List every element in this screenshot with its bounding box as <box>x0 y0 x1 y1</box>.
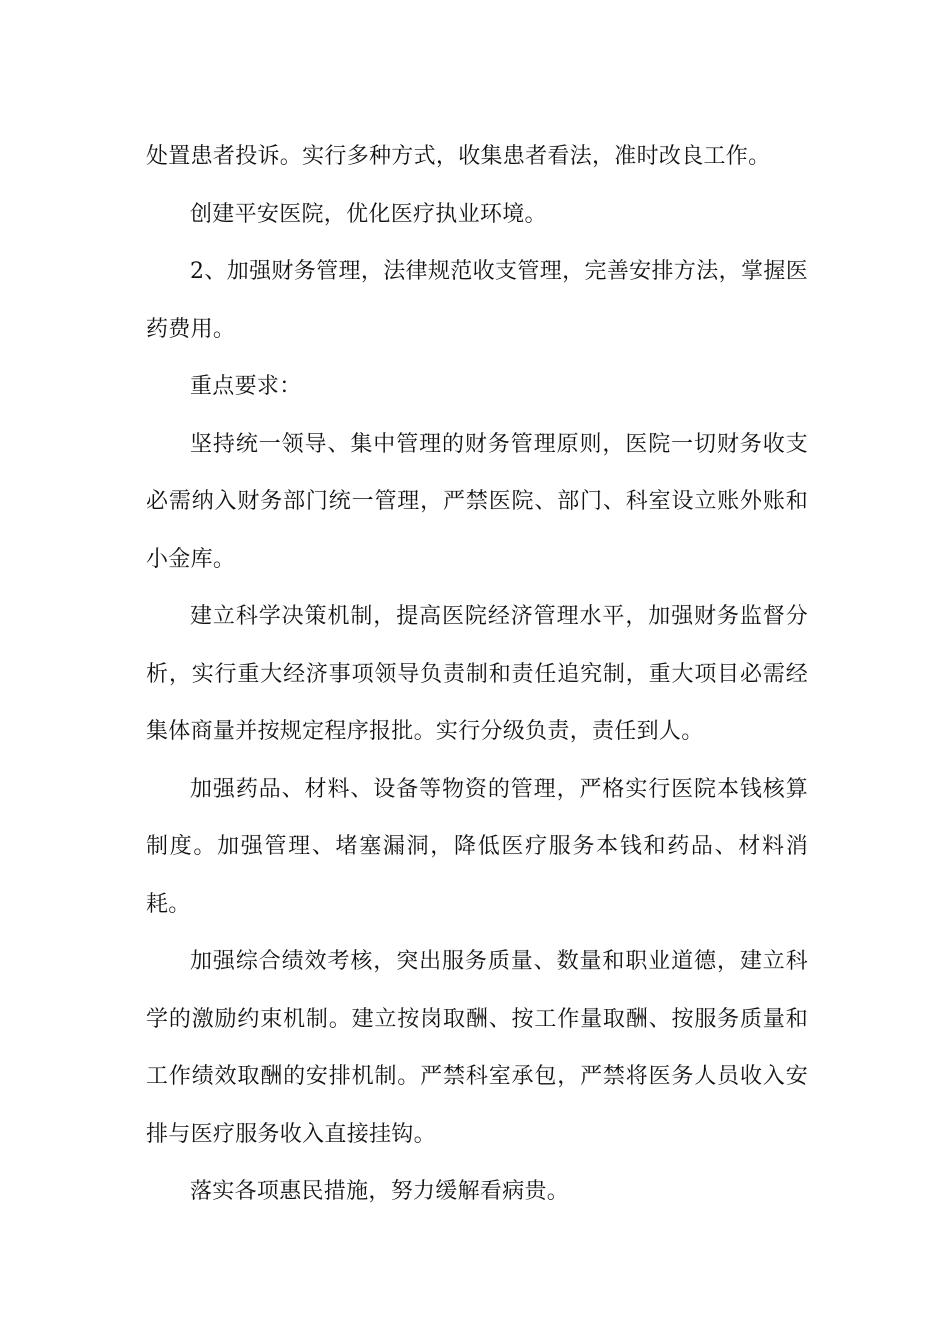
paragraph-unified-management: 坚持统一领导、集中管理的财务管理原则，医院一切财务收支必需纳入财务部门统一管理，严禁医院、部门、科室设立账外账和小金库。 <box>146 431 808 572</box>
paragraph-decision-mechanism: 建立科学决策机制，提高医院经济管理水平，加强财务监督分析，实行重大经济事项领导负责制和责任追究制，重大项目必需经集体商量并按规定程序报批。实行分级负责，责任到人。 <box>146 604 808 744</box>
paragraph-finance-heading: 2、加强财务管理，法律规范收支管理，完善安排方法，掌握医药费用。 <box>146 259 808 342</box>
document-body <box>146 128 808 1221</box>
paragraph-continuation: 处置患者投诉。实行多种方式，收集患者看法，准时改良工作。 <box>146 144 771 169</box>
paragraph-materials-management: 加强药品、材料、设备等物资的管理，严格实行医院本钱核算制度。加强管理、堵塞漏洞，降低医疗服务本钱和药品、材料消耗。 <box>146 776 808 917</box>
paragraph-key-requirements: 重点要求： <box>190 374 302 399</box>
paragraph-safe-hospital: 创建平安医院，优化医疗执业环境。 <box>190 201 547 227</box>
paragraph-benefit-measures: 落实各项惠民措施，努力缓解看病贵。 <box>190 1179 570 1204</box>
paragraph-performance-assessment: 加强综合绩效考核，突出服务质量、数量和职业道德，建立科学的激励约束机制。建立按岗取酬、按工作量取酬、按服务质量和工作绩效取酬的安排机制。严禁科室承包，严禁将医务人员收入安排与医疗服务收入直接挂钩。 <box>146 949 808 1147</box>
